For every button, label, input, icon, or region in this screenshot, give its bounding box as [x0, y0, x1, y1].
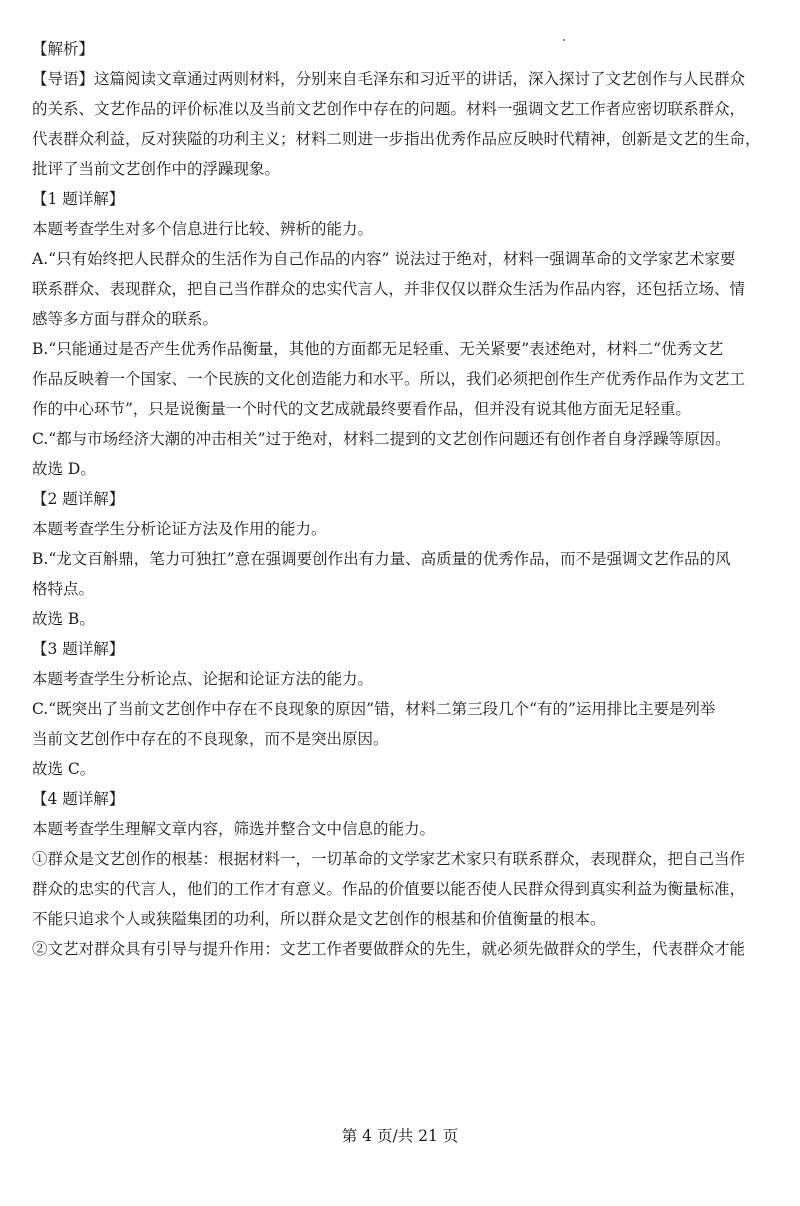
q1-option-c	[32, 424, 772, 454]
option-line: B.“龙文百斛鼎，笔力可独扛”意在强调要创作出有力量、高质量的优秀作品，而不是强调文艺作品的风	[32, 550, 731, 568]
option-line: B.“只能通过是否产生优秀作品衡量，其他的方面都无足轻重、无关紧要”表述绝对，材料二“优秀文艺	[32, 340, 724, 358]
q4-point-1	[32, 844, 772, 934]
q3-title: 【3 题详解】	[32, 640, 125, 658]
q2-option-b	[32, 544, 772, 604]
intro-line: 的关系、文艺作品的评价标准以及当前文艺创作中存在的问题。材料一强调文艺工作者应密切联系群众，	[32, 100, 746, 118]
point-line: ②文艺对群众具有引导与提升作用：文艺工作者要做群众的先生，就必须先做群众的学生，代表群众才能	[32, 940, 746, 958]
q1-answer: 故选 D。	[32, 460, 96, 478]
q4-desc: 本题考查学生理解文章内容，筛选并整合文中信息的能力。	[32, 820, 436, 838]
option-line: 联系群众、表现群众，把自己当作群众的忠实代言人，并非仅仅以群众生活为作品内容，还包括立场、情	[32, 280, 746, 298]
q2-answer: 故选 B。	[32, 610, 95, 628]
option-line: A.“只有始终把人民群众的生活作为自己作品的内容” 说法过于绝对，材料一强调革命的文学家艺术家要	[32, 250, 736, 268]
point-line: ①群众是文艺创作的根基：根据材料一，一切革命的文学家艺术家只有联系群众，表现群众，把自己当作	[32, 850, 746, 868]
q1-desc: 本题考查学生对多个信息进行比较、辨析的能力。	[32, 220, 374, 238]
intro-line: 【导语】这篇阅读文章通过两则材料，分别来自毛泽东和习近平的讲话，深入探讨了文艺创作与人民群众	[32, 70, 746, 88]
intro-line: 代表群众利益，反对狭隘的功利主义；材料二则进一步指出优秀作品应反映时代精神，创新是文艺的生命，	[32, 130, 761, 148]
q3-answer: 故选 C。	[32, 760, 96, 778]
analysis-header: 【解析】	[32, 40, 95, 58]
q4-point-2	[32, 934, 772, 964]
q3-option-c	[32, 694, 772, 754]
option-line: C.“既突出了当前文艺创作中存在不良现象的原因”错，材料二第三段几个“有的”运用排比主要是列举	[32, 700, 716, 718]
q2-title: 【2 题详解】	[32, 490, 125, 508]
intro-line: 批评了当前文艺创作中的浮躁现象。	[32, 160, 281, 178]
q1-option-a	[32, 244, 772, 334]
option-line: 作品反映着一个国家、一个民族的文化创造能力和水平。所以，我们必须把创作生产优秀作品作为文艺工	[32, 370, 746, 388]
q2-desc: 本题考查学生分析论证方法及作用的能力。	[32, 520, 327, 538]
option-line: 当前文艺创作中存在的不良现象，而不是突出原因。	[32, 730, 389, 748]
q4-title: 【4 题详解】	[32, 790, 125, 808]
point-line: 不能只追求个人或狭隘集团的功利，所以群众是文艺创作的根基和价值衡量的根本。	[32, 910, 606, 928]
option-line: 感等多方面与群众的联系。	[32, 310, 219, 328]
point-line: 群众的忠实的代言人，他们的工作才有意义。作品的价值要以能否使人民群众得到真实利益为衡量标准，	[32, 880, 746, 898]
page-footer: 第 4 页/共 21 页	[341, 1127, 459, 1145]
q1-option-b	[32, 334, 772, 424]
option-line: 格特点。	[32, 580, 95, 598]
q1-title: 【1 题详解】	[32, 190, 125, 208]
option-line: C.“都与市场经济大潮的冲击相关”过于绝对，材料二提到的文艺创作问题还有创作者自身浮躁等原因。	[32, 430, 731, 448]
document-page	[32, 34, 772, 964]
q3-desc: 本题考查学生分析论点、论据和论证方法的能力。	[32, 670, 374, 688]
option-line: 作的中心环节”，只是说衡量一个时代的文艺成就最终要看作品，但并没有说其他方面无足轻重。	[32, 400, 691, 418]
intro-paragraph	[32, 64, 772, 184]
